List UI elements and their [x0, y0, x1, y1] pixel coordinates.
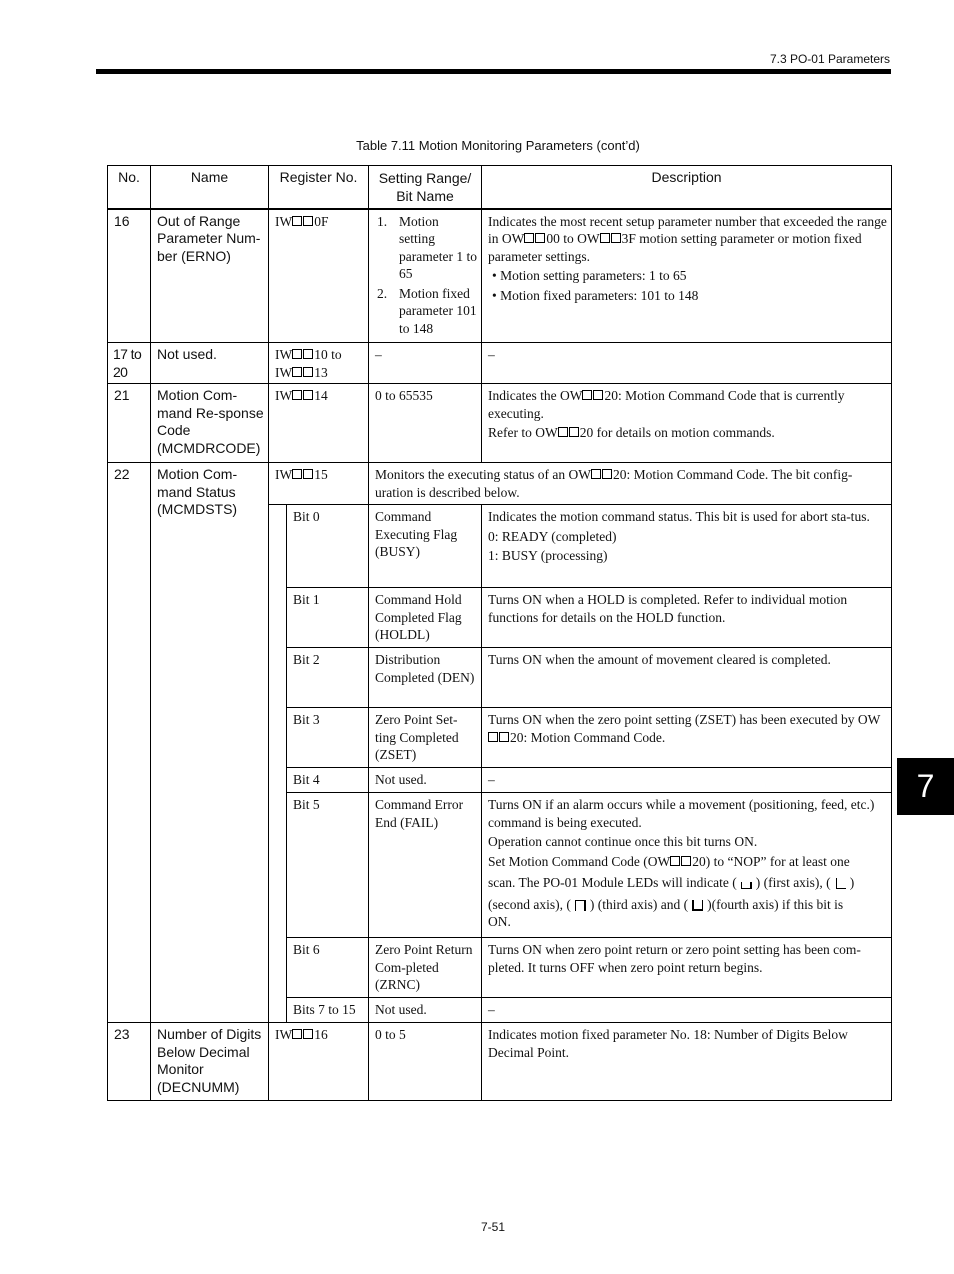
table-row [108, 343, 892, 384]
bit-number: Bit 3 [287, 708, 369, 768]
bit-name: Zero Point Return Com-pleted (ZRNC) [369, 938, 482, 998]
led-first-axis-icon [741, 878, 752, 889]
table-header-row [108, 166, 892, 209]
bit-number: Bit 4 [287, 768, 369, 793]
bit-description: Indicates the motion command status. This bit is used for abort sta-tus. 0: READY (completed) 1: BUSY (processing) [482, 505, 892, 588]
bit-name: Command Hold Completed Flag (HOLDL) [369, 588, 482, 648]
bit-name: Command Error End (FAIL) [369, 793, 482, 938]
bit-number: Bit 5 [287, 793, 369, 938]
bit-name: Distribution Completed (DEN) [369, 648, 482, 708]
bit-name: Not used. [369, 998, 482, 1023]
bit-description: Turns ON when a HOLD is completed. Refer to individual motion functions for details on the HOLD function. [482, 588, 892, 648]
bit-description: Turns ON when the amount of movement cleared is completed. [482, 648, 892, 708]
row-register: IW 16 [269, 1023, 369, 1101]
bit-description: Turns ON if an alarm occurs while a movement (positioning, feed, etc.) command is being executed. Operation cannot continue once this bit turns ON. Set Motion Command Code (OW 20) to “NOP” for at least one scan. The PO-01 Module LEDs will indicate ( ) (first axis), ( ) (second axis), ( ) (third axis) and ( )(fourth axis) if this bit is ON. [482, 793, 892, 938]
bit-number: Bit 1 [287, 588, 369, 648]
row-description: Monitors the executing status of an OW 20: Motion Command Code. The bit config-uration is described below. [369, 463, 892, 505]
bit-number: Bit 2 [287, 648, 369, 708]
placeholder-box-icon [292, 216, 302, 226]
table-row [108, 463, 892, 505]
bit-description: Turns ON when zero point return or zero point setting has been com-pleted. It turns OFF when zero point return begins. [482, 938, 892, 998]
bit-name: Command Executing Flag (BUSY) [369, 505, 482, 588]
column-header-no: No. [108, 166, 151, 209]
bit-number: Bit 6 [287, 938, 369, 998]
row-register: IW 15 [269, 463, 369, 505]
page-number: 7-51 [480, 1220, 506, 1234]
row-no: 21 [108, 384, 151, 463]
led-fourth-axis-icon [692, 900, 703, 911]
row-setting: – [369, 343, 482, 384]
bit-description: – [482, 998, 892, 1023]
bit-number: Bit 0 [287, 505, 369, 588]
row-setting: 1. Motion setting parameter 1 to 65 2. Motion fixed parameter 101 to 148 [369, 209, 482, 343]
row-register: IW 10 to IW 13 [269, 343, 369, 384]
table-row [108, 384, 892, 463]
row-description: Indicates the OW 20: Motion Command Code that is currently executing. Refer to OW 20 for details on motion commands. [482, 384, 892, 463]
bit-name: Not used. [369, 768, 482, 793]
column-header-name: Name [151, 166, 269, 209]
table-title: Table 7.11 Motion Monitoring Parameters (cont’d) [356, 138, 640, 153]
bit-description: Turns ON when the zero point setting (ZSET) has been executed by OW20: Motion Command Code. [482, 708, 892, 768]
row-setting: 0 to 5 [369, 1023, 482, 1101]
row-register: IW 0F [269, 209, 369, 343]
row-name: Number of Digits Below Decimal Monitor (DECNUMM) [151, 1023, 269, 1101]
row-name: Motion Com-mand Re-sponse Code (MCMDRCODE) [151, 384, 269, 463]
bit-description: – [482, 768, 892, 793]
row-description: Indicates motion fixed parameter No. 18: Number of Digits Below Decimal Point. [482, 1023, 892, 1101]
column-header-description: Description [482, 166, 892, 209]
header-rule [96, 69, 891, 74]
table-row [108, 209, 892, 343]
running-header: 7.3 PO-01 Parameters [769, 52, 890, 66]
led-third-axis-icon [575, 900, 586, 911]
row-setting: 0 to 65535 [369, 384, 482, 463]
row-register: IW 14 [269, 384, 369, 463]
row-name: Motion Com-mand Status (MCMDSTS) [151, 463, 269, 1023]
bit-number: Bits 7 to 15 [287, 998, 369, 1023]
bit-name: Zero Point Set-ting Completed (ZSET) [369, 708, 482, 768]
column-header-register: Register No. [269, 166, 369, 209]
row-no: 23 [108, 1023, 151, 1101]
row-description: – [482, 343, 892, 384]
row-no: 17 to 20 [108, 343, 151, 384]
led-second-axis-icon [835, 878, 846, 889]
row-description: Indicates the most recent setup parameter number that exceeded the range in OW 00 to OW 3F motion setting parameter or motion fixed parameter settings. • Motion setting parameters: 1 to 65 • Motion fixed parameters: 101 to 148 [482, 209, 892, 343]
motion-monitoring-parameters-table [107, 165, 892, 1101]
placeholder-box-icon [303, 216, 313, 226]
row-name: Out of Range Parameter Num-ber (ERNO) [151, 209, 269, 343]
column-header-setting: Setting Range/ Bit Name [369, 166, 482, 209]
row-no: 22 [108, 463, 151, 1023]
chapter-tab: 7 [897, 758, 954, 815]
row-name: Not used. [151, 343, 269, 384]
table-row [108, 1023, 892, 1101]
row-no: 16 [108, 209, 151, 343]
